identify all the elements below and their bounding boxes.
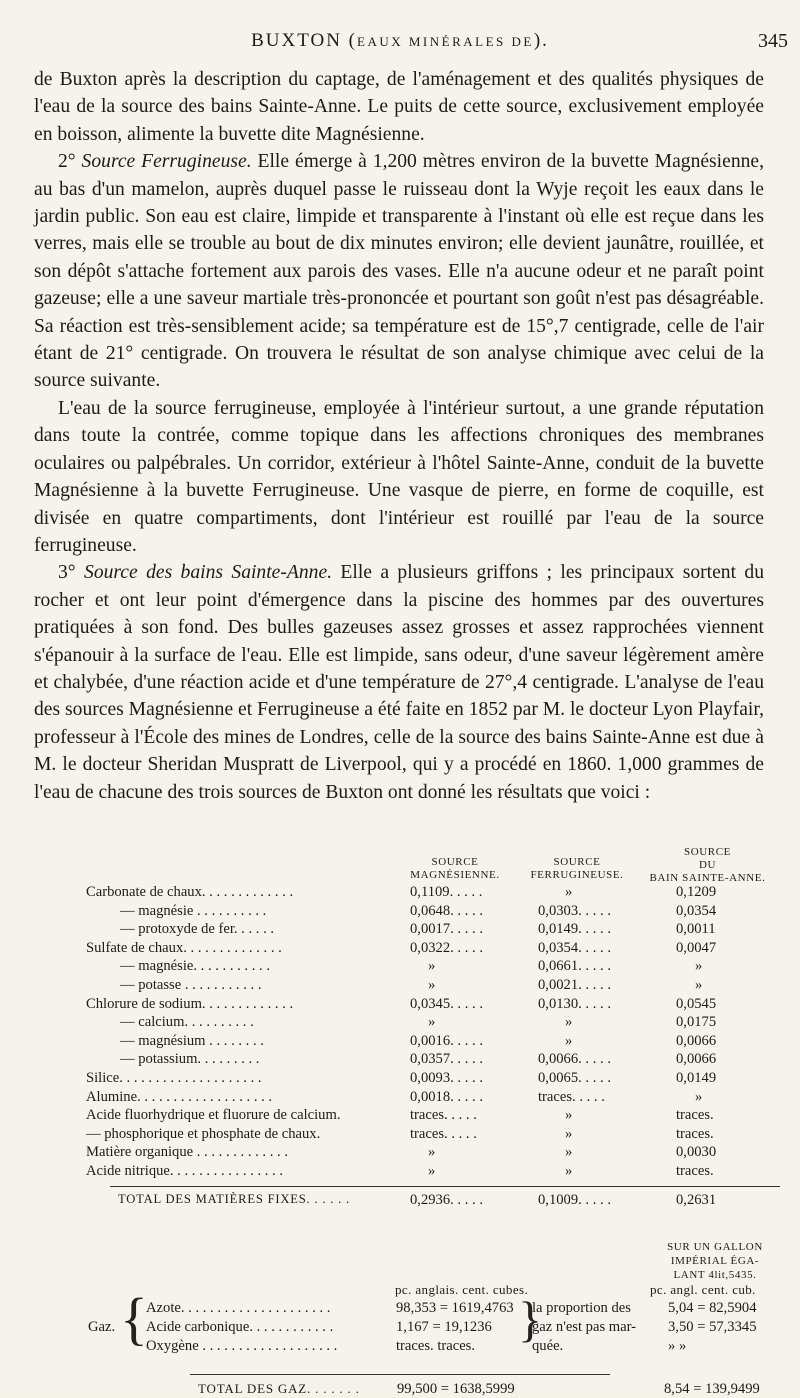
gas-row-note: quée.: [532, 1338, 564, 1354]
value-magnesienne: »: [428, 977, 436, 993]
value-sainte-anne: traces.: [676, 1125, 714, 1142]
gas-group-label: Gaz.: [88, 1319, 116, 1335]
column-header-magnesienne: [395, 856, 515, 882]
value-sainte-anne: 0,1209: [676, 884, 717, 900]
value-magnesienne: »: [428, 1144, 436, 1161]
row-label: Matière organique . . . . . . . . . . . . .: [86, 1144, 288, 1161]
value-ferrugineuse: 0,0066. . . . .: [538, 1051, 611, 1068]
total-rule: [190, 1374, 610, 1375]
column-header-line: FERRUGINEUSE.: [530, 869, 624, 881]
value-ferrugineuse: 0,0021. . . . .: [538, 977, 611, 993]
running-header: [0, 30, 800, 60]
value-ferrugineuse: 0,0130. . . . .: [538, 995, 611, 1012]
value-sainte-anne: 0,0149: [676, 1070, 717, 1086]
gas-row-note: gaz n'est pas mar-: [532, 1319, 637, 1335]
value-magnesienne: 0,0016. . . . .: [410, 1032, 483, 1049]
value-magnesienne: 0,1109. . . . .: [410, 884, 483, 900]
value-sainte-anne: 0,0011: [676, 921, 716, 938]
section-title: Source Ferrugineuse.: [81, 151, 252, 173]
column-header-line: DU: [698, 859, 717, 871]
value-magnesienne: »: [428, 1163, 436, 1179]
row-label: — magnésium . . . . . . . .: [120, 1032, 264, 1049]
row-label: — potassium. . . . . . . . .: [120, 1051, 260, 1068]
gas-total-label: TOTAL DES GAZ. . . . . . .: [198, 1381, 360, 1396]
value-magnesienne: 0,0017. . . . .: [410, 921, 483, 938]
gas-subheader-left: pc. anglais. cent. cubes.: [395, 1282, 529, 1297]
title-main: BUXTON: [251, 30, 342, 51]
column-header-line: SOURCE: [553, 856, 601, 868]
gas-row-value: 1,167 = 19,1236: [396, 1319, 492, 1335]
value-sainte-anne: 0,0354: [676, 902, 717, 919]
gas-row-value: 98,353 = 1619,4763: [396, 1300, 514, 1316]
value-magnesienne: 0,0018. . . . .: [410, 1088, 483, 1105]
column-header-sainte-anne: [640, 846, 775, 885]
value-sainte-anne: traces.: [676, 1107, 714, 1124]
right-brace-icon: }: [518, 1291, 542, 1347]
value-magnesienne: traces. . . . .: [410, 1107, 477, 1124]
left-brace-icon: {: [120, 1286, 148, 1351]
value-sainte-anne: traces.: [676, 1163, 714, 1179]
value-sainte-anne: 0,0066: [676, 1051, 717, 1068]
gallon-note-line: SUR UN GALLON: [667, 1241, 763, 1253]
paragraph: [34, 148, 764, 395]
value-ferrugineuse: 0,0354. . . . .: [538, 939, 611, 956]
gallon-note: [640, 1240, 790, 1282]
section-number: 3°: [58, 562, 85, 584]
title-paren-open: (: [348, 30, 357, 51]
row-label: — phosphorique et phosphate de chaux.: [86, 1125, 321, 1142]
value-sainte-anne: 0,0175: [676, 1014, 717, 1031]
gallon-note-line: IMPÉRIAL ÉGA-: [670, 1255, 760, 1267]
gas-row-label: Azote. . . . . . . . . . . . . . . . . . . . .: [146, 1300, 331, 1316]
row-label: — protoxyde de fer. . . . . .: [120, 921, 275, 938]
title-paren-close: ).: [533, 30, 549, 51]
value-sainte-anne: »: [695, 958, 703, 975]
gas-total-value-gallon: 8,54 = 139,9499: [664, 1381, 760, 1397]
value-magnesienne: traces. . . . .: [410, 1125, 477, 1142]
row-label: Acide nitrique. . . . . . . . . . . . . . . .: [86, 1163, 283, 1179]
value-ferrugineuse: 0,0149. . . . .: [538, 921, 611, 938]
total-rule: [110, 1186, 780, 1187]
value-ferrugineuse: 0,0065. . . . .: [538, 1070, 611, 1086]
value-ferrugineuse: »: [565, 1163, 573, 1179]
value-ferrugineuse: »: [565, 1144, 573, 1161]
value-sainte-anne: 0,0030: [676, 1144, 717, 1161]
gallon-note-line: LANT 4lit,5435.: [673, 1269, 757, 1281]
gas-row-value-gallon: 3,50 = 57,3345: [668, 1319, 757, 1335]
body-text: [34, 66, 764, 806]
value-magnesienne: »: [428, 958, 436, 975]
row-label: — potasse . . . . . . . . . . .: [120, 977, 262, 993]
column-header-line: BAIN SAINTE-ANNE.: [649, 872, 766, 884]
page-number: 345: [758, 30, 788, 52]
gas-row-value: traces. traces.: [396, 1338, 475, 1354]
title-small: EAUX MINÉRALES DE: [357, 34, 534, 49]
section-number: 2°: [58, 151, 82, 173]
value-sainte-anne: »: [695, 977, 703, 993]
value-magnesienne: 0,0322. . . . .: [410, 939, 483, 956]
row-label: — magnésie. . . . . . . . . . .: [120, 958, 270, 975]
value-sainte-anne: 0,0066: [676, 1032, 717, 1049]
gas-row-value-gallon: » »: [668, 1338, 687, 1354]
value-ferrugineuse: »: [565, 1014, 573, 1031]
row-label: Chlorure de sodium. . . . . . . . . . . . .: [86, 995, 294, 1012]
row-label: Sulfate de chaux. . . . . . . . . . . . . .: [86, 939, 282, 956]
row-label: Alumine. . . . . . . . . . . . . . . . . . .: [86, 1088, 273, 1105]
value-sainte-anne: 0,0545: [676, 995, 717, 1012]
row-label: — magnésie . . . . . . . . . .: [120, 902, 267, 919]
row-label: Carbonate de chaux. . . . . . . . . . . . .: [86, 884, 294, 900]
gas-row-note: la proportion des: [532, 1300, 631, 1316]
column-header-line: SOURCE: [684, 846, 731, 858]
value-ferrugineuse: »: [565, 1125, 573, 1142]
running-title: [0, 30, 800, 52]
paragraph-text: Elle émerge à 1,200 mètres environ de la buvette Magnésienne, au bas d'un mamelon, auprès duquel passe le ruisseau dont la Wyje reçoit les eaux dans le jardin public. Son eau est claire, limpide et transparente à l'instant où elle est reçue dans les verres, mais elle se trouble au bout de dix minutes environ; elle devient jaunâtre, rouillée, et son dépôt s'attache fortement aux parois des vases. Elle n'a aucune odeur et ne paraît point gazeuse; elle a une saveur martiale très-prononcée et pourtant son goût n'est pas désagréable. Sa réaction est très-sensiblement acide; sa température est de 15°,7 centigrade, celle de l'air étant de 21° centigrade. On trouvera le résultat de son analyse chimique avec celui de la source suivante.: [34, 151, 765, 392]
value-ferrugineuse: »: [565, 884, 573, 900]
value-magnesienne: 0,0345. . . . .: [410, 995, 483, 1012]
column-header-ferrugineuse: [512, 856, 642, 882]
value-ferrugineuse: 0,0661. . . . .: [538, 958, 611, 975]
row-label: Silice. . . . . . . . . . . . . . . . . . . .: [86, 1070, 262, 1086]
value-sainte-anne: »: [695, 1088, 703, 1105]
paragraph: de Buxton après la description du captage, de l'aménagement et des qualités physiques de l'eau de la source des bains Sainte-Anne. Le puits de cette source, exclusivement employée en boisson, alimente la buvette dite Magnésienne.: [34, 69, 764, 145]
total-magnesienne: 0,2936. . . . .: [410, 1191, 483, 1208]
row-label: — calcium. . . . . . . . . .: [120, 1014, 254, 1031]
value-ferrugineuse: »: [565, 1107, 573, 1124]
value-sainte-anne: 0,0047: [676, 939, 717, 956]
value-magnesienne: 0,0357. . . . .: [410, 1051, 483, 1068]
paragraph: L'eau de la source ferrugineuse, employée à l'intérieur surtout, a une grande réputation dans toute la contrée, comme topique dans les affections chroniques des membranes oculaires ou palpébrales. Un corridor, extérieur à l'hôtel Sainte-Anne, conduit de la buvette Magnésienne à la buvette Ferrugineuse. Une vasque de pierre, en forme de coquille, est divisée en quatre compartiments, dont l'intérieur est rouillé par l'eau de la source ferrugineuse.: [34, 397, 764, 556]
total-sainte-anne: 0,2631: [676, 1191, 717, 1208]
total-ferrugineuse: 0,1009. . . . .: [538, 1191, 611, 1208]
section-title: Source des bains Sainte-Anne.: [84, 562, 333, 584]
paragraph: [34, 559, 764, 806]
gas-total-value: 99,500 = 1638,5999: [397, 1381, 515, 1397]
paragraph-text: Elle a plusieurs griffons ; les principaux sortent du rocher et ont leur point d'émergence dans la piscine des hommes par des ouvertures pratiquées à son fond. Des bulles gazeuses assez grosses et assez rapprochées viennent s'épanouir à la surface de l'eau. Elle est limpide, sans odeur, d'une saveur légèrement amère et chalybée, d'une réaction acide et d'une température de 27°,4 centigrade. L'analyse de l'eau des sources Magnésienne et Ferrugineuse a été faite en 1852 par M. le docteur Lyon Playfair, professeur à l'École des mines de Londres, celle de la source des bains Sainte-Anne est due à M. le docteur Sheridan Muspratt de Liverpool, qui y a procédé en 1860. 1,000 grammes de l'eau de chacune des trois sources de Buxton ont donné les résultats que voici :: [34, 562, 765, 803]
value-magnesienne: 0,0648. . . . .: [410, 902, 483, 919]
row-label: Acide fluorhydrique et fluorure de calcium.: [86, 1107, 341, 1124]
value-ferrugineuse: traces. . . . .: [538, 1088, 605, 1105]
value-magnesienne: 0,0093. . . . .: [410, 1070, 483, 1086]
gas-subheader-right: pc. angl. cent. cub.: [650, 1282, 756, 1297]
value-magnesienne: »: [428, 1014, 436, 1031]
gas-row-label: Acide carbonique. . . . . . . . . . . .: [146, 1319, 334, 1335]
gas-row-label: Oxygène . . . . . . . . . . . . . . . . . . .: [146, 1338, 338, 1354]
value-ferrugineuse: »: [565, 1032, 573, 1049]
total-label: TOTAL DES MATIÈRES FIXES. . . . . .: [118, 1191, 350, 1206]
column-header-line: SOURCE: [431, 856, 479, 868]
column-header-line: MAGNÉSIENNE.: [410, 869, 500, 881]
value-ferrugineuse: 0,0303. . . . .: [538, 902, 611, 919]
gas-row-value-gallon: 5,04 = 82,5904: [668, 1300, 757, 1316]
